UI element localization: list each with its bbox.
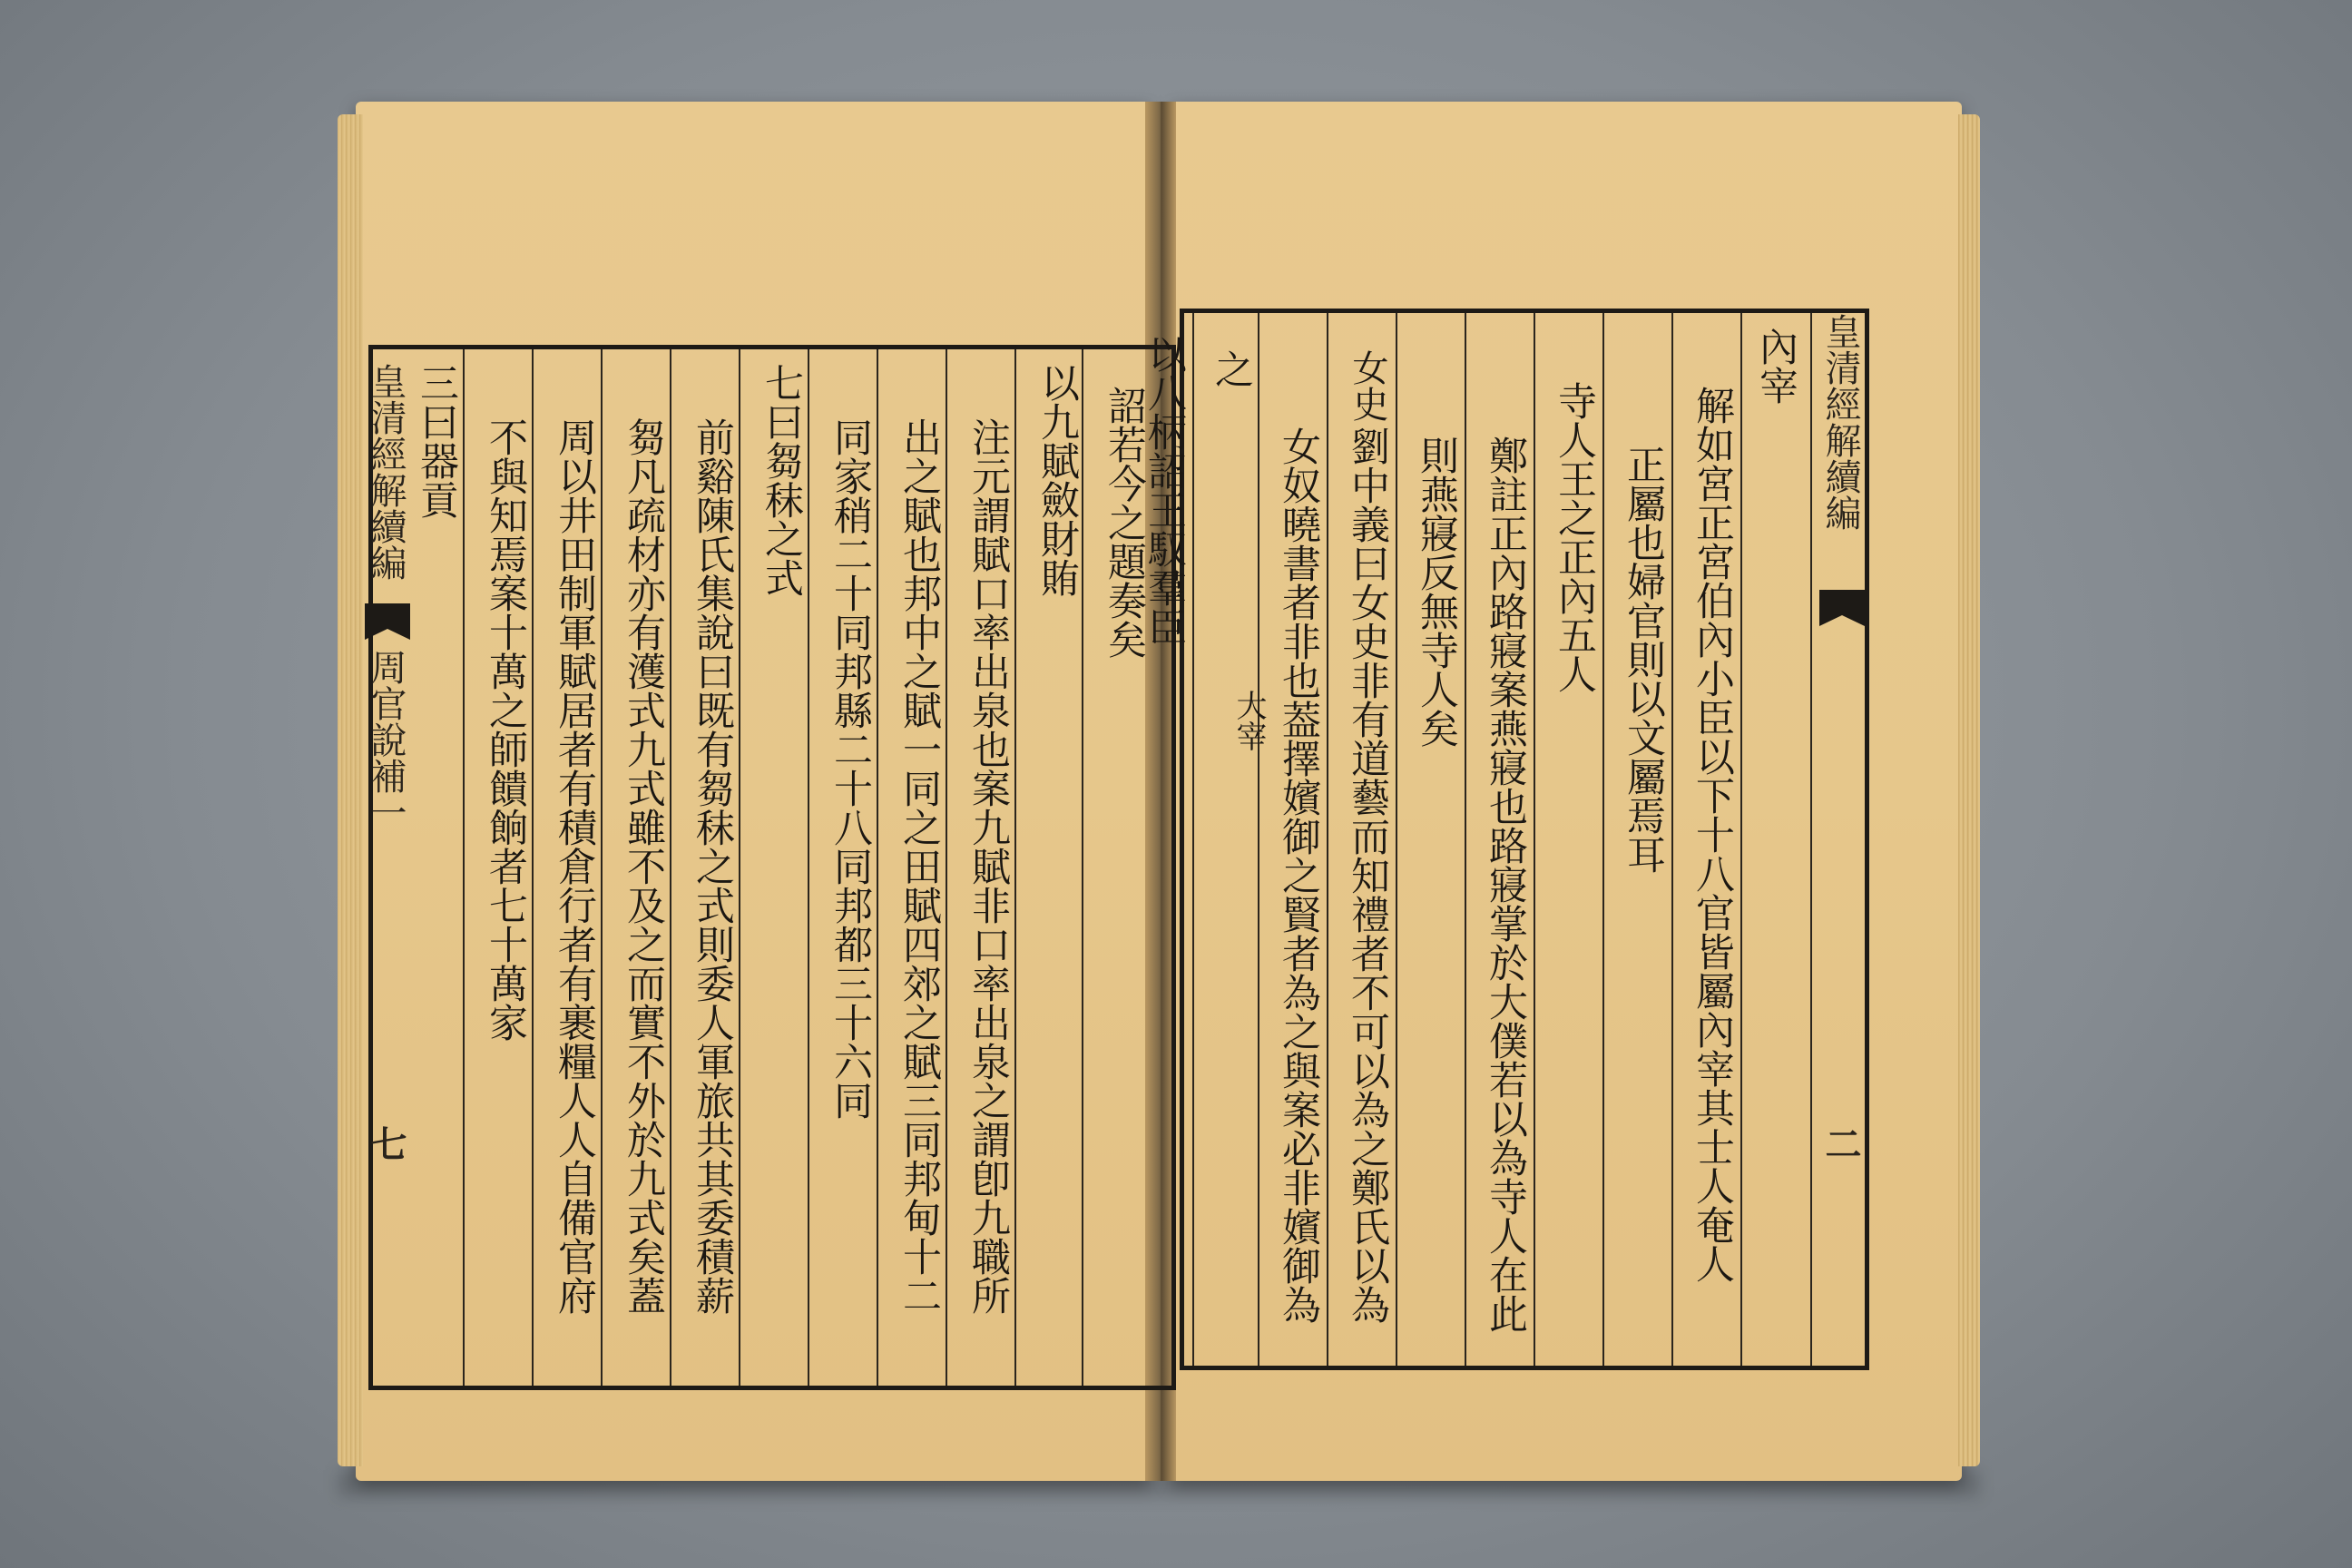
text-column: 以九賦斂財賄 [1034, 363, 1080, 597]
column-rule [670, 349, 671, 1386]
margin-folio-number: 七 [365, 1125, 407, 1161]
column-rule [532, 349, 534, 1386]
column-rule [739, 349, 740, 1386]
text-column: 女奴曉書者非也葢擇嬪御之賢者為之與案必非嬪御為 [1276, 426, 1321, 1324]
text-column: 注元謂賦口率出泉也案九賦非口率出泉之謂卽九職所 [965, 417, 1011, 1315]
text-column: 正屬也婦官則以文屬焉耳 [1621, 445, 1666, 874]
text-column: 不與知焉案十萬之師饋餉者七十萬家 [483, 417, 528, 1042]
annotation-note: 大宰 [1230, 690, 1267, 751]
left-page-edges [338, 114, 363, 1466]
column-rule [1396, 313, 1397, 1366]
column-rule [1740, 313, 1742, 1366]
column-rule [1082, 349, 1083, 1386]
margin-book-title: 皇清經解續編 [1819, 313, 1861, 531]
column-rule [1671, 313, 1673, 1366]
text-column: 以八柄詔王馭羣臣 [1142, 334, 1187, 646]
text-column: 周以井田制軍賦居者有積倉行者有裹糧人人自備官府 [552, 417, 597, 1315]
column-rule [1465, 313, 1466, 1366]
column-rule [877, 349, 878, 1386]
column-rule [808, 349, 809, 1386]
column-rule [1534, 313, 1535, 1366]
text-column: 七曰芻秣之式 [759, 363, 804, 597]
text-column: 同家稍二十同邦縣二十八同邦都三十六同 [828, 417, 873, 1120]
text-column: 詔若今之題奏矣 [1102, 386, 1147, 659]
margin-folio-number: 二 [1819, 1125, 1862, 1161]
text-column: 前谿陳氏集說曰既有芻秣之式則委人軍旅共其委積薪 [690, 417, 735, 1315]
column-rule [1602, 313, 1604, 1366]
right-page-edges [1958, 114, 1980, 1466]
column-rule [1014, 349, 1016, 1386]
text-column: 解如宮正宮伯內小臣以下十八官皆屬內宰其士人奄人 [1690, 386, 1735, 1283]
text-column: 則燕寢反無寺人矣 [1414, 436, 1459, 748]
text-column: 女史 [1347, 349, 1388, 422]
margin-book-title: 皇清經解續編 [365, 363, 407, 581]
column-rule [946, 349, 947, 1386]
column-rule [463, 349, 465, 1386]
text-column: 三曰器貢 [414, 363, 459, 519]
text-column: 芻凡疏材亦有濩式九式雖不及之而實不外於九式矣蓋 [621, 417, 666, 1315]
text-column: 寺人王之正內五人 [1552, 381, 1597, 693]
column-rule [1258, 313, 1259, 1366]
text-column: 劉中義曰女史非有道藝而知禮者不可以為之鄭氏以為 [1345, 426, 1390, 1324]
text-column: 內宰 [1753, 327, 1798, 405]
margin-section-title: 周官說補一 [365, 649, 407, 830]
text-column: 鄭註正內路寢案燕寢也路寢掌於大僕若以為寺人在此 [1483, 436, 1528, 1333]
text-column: 之 [1209, 349, 1254, 388]
column-rule [1810, 313, 1812, 1366]
column-rule [1192, 313, 1194, 1366]
text-column: 出之賦也邦中之賦一同之田賦四郊之賦三同邦甸十二 [897, 417, 942, 1315]
column-rule [1327, 313, 1328, 1366]
column-rule [601, 349, 603, 1386]
